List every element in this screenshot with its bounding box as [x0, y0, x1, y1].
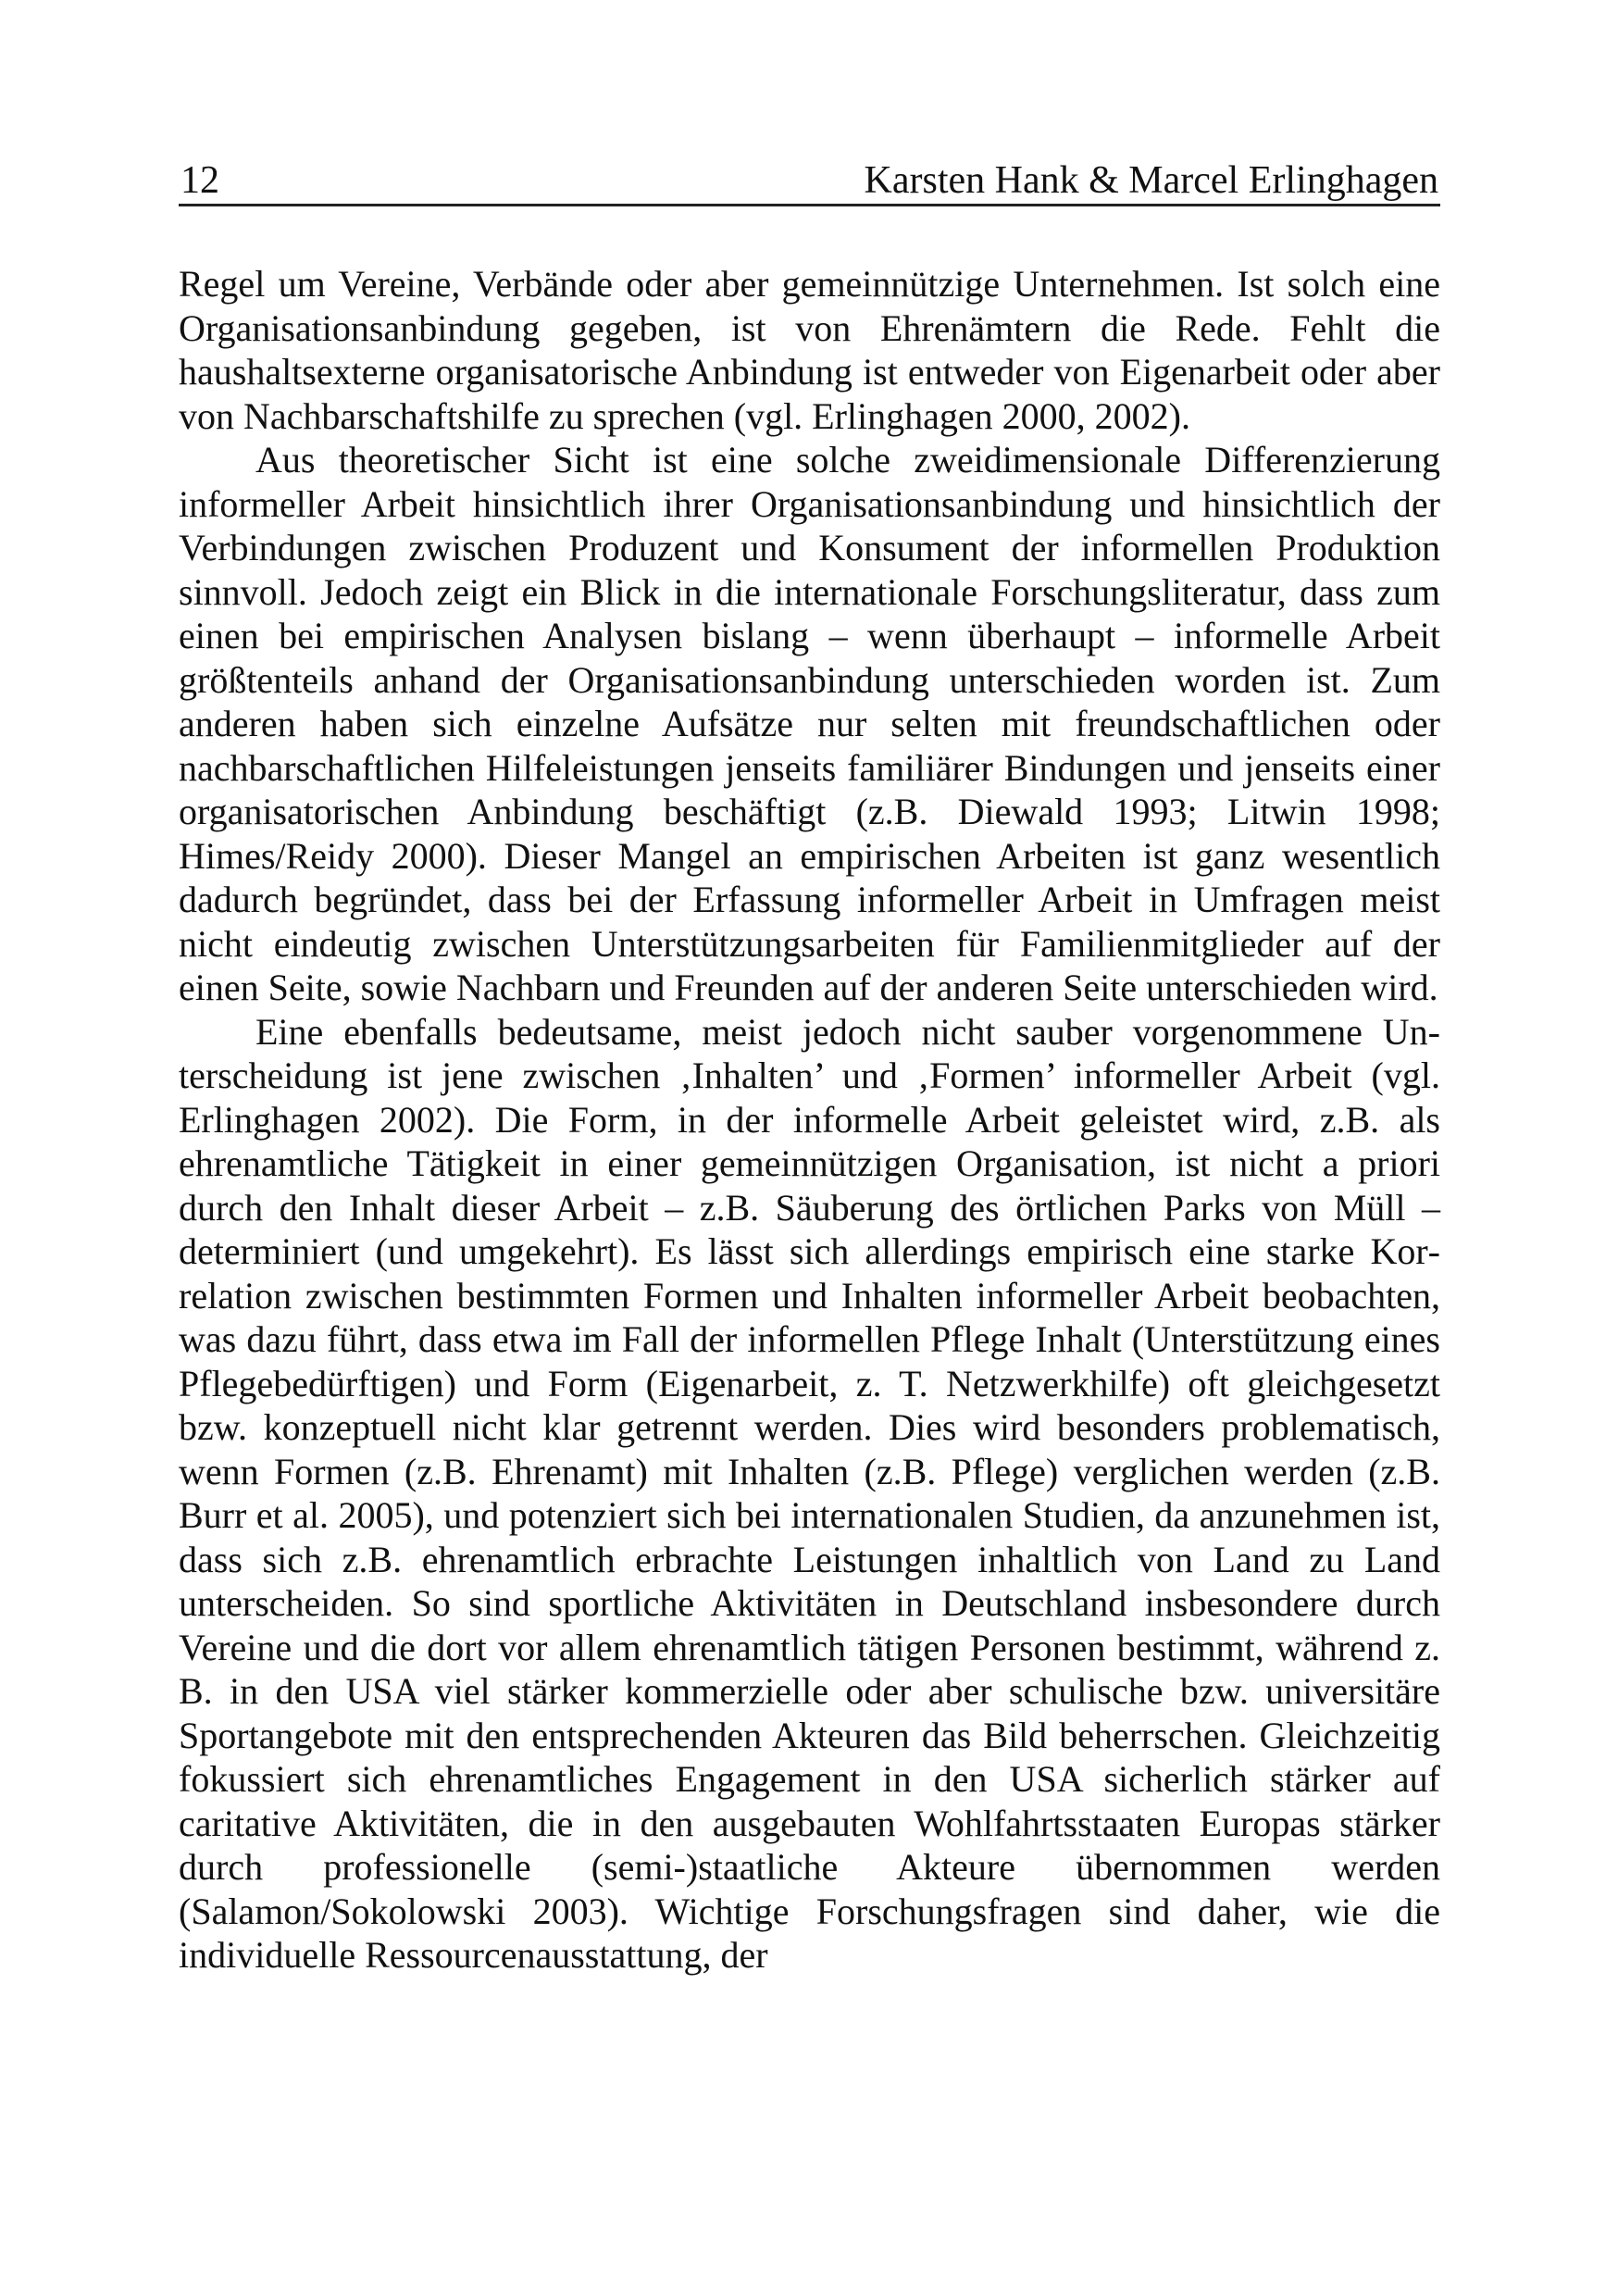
- paragraph: Aus theoretischer Sicht ist eine solche zweidimensionale Differenzierung informeller Arbeit hinsichtlich ihrer Organisationsanbindung und hinsichtlich der Verbindungen zwischen Produzent und Konsument der informellen Produktion sinnvoll. Jedoch zeigt ein Blick in die internationale Forschungsliteratur, dass zum einen bei empirischen Analysen bislang – wenn überhaupt – informelle Arbeit größtenteils anhand der Organisationsanbindung unterschieden worden ist. Zum anderen haben sich einzelne Aufsätze nur selten mit freundschaftlichen oder nachbarschaftlichen Hilfeleistungen jenseits familiärer Bindungen und jenseits einer organisatorischen Anbindung beschäftigt (z.B. Diewald 1993; Litwin 1998; Himes/Reidy 2000). Dieser Mangel an empirischen Arbeiten ist ganz wesentlich dadurch begründet, dass bei der Erfassung informeller Arbeit in Umfragen meist nicht eindeutig zwischen Unterstützungsarbeiten für Familienmitglieder auf der einen Seite, sowie Nachbarn und Freunden auf der anderen Seite unterschieden wird.: [179, 439, 1440, 1008]
- paragraph: Eine ebenfalls bedeutsame, meist jedoch nicht sauber vorgenommene Unterscheidung ist jene zwischen ‚Inhalten’ und ‚Formen’ informeller Arbeit (vgl. Erlinghagen 2002). Die Form, in der informelle Arbeit geleistet wird, z.B. als ehrenamtliche Tätigkeit in einer gemeinnützigen Organisation, ist nicht a priori durch den Inhalt dieser Arbeit – z.B. Säuberung des örtlichen Parks von Müll – determiniert (und umgekehrt). Es lässt sich allerdings empirisch eine starke Korrelation zwischen bestimmten Formen und Inhalten informeller Arbeit beobachten, was dazu führt, dass etwa im Fall der informellen Pflege Inhalt (Unterstützung eines Pflegebedürftigen) und Form (Eigenarbeit, z. T. Netzwerkhilfe) oft gleichgesetzt bzw. konzeptuell nicht klar getrennt werden. Dies wird besonders problematisch, wenn Formen (z.B. Ehrenamt) mit Inhalten (z.B. Pflege) verglichen werden (z.B. Burr et al. 2005), und potenziert sich bei internationalen Studien, da anzunehmen ist, dass sich z.B. ehrenamtlich erbrachte Leistungen inhaltlich von Land zu Land unterscheiden. So sind sportliche Aktivitäten in Deutschland insbesondere durch Vereine und die dort vor allem ehrenamtlich tätigen Personen bestimmt, während z. B. in den USA viel stärker kommerzielle oder aber schulische bzw. universitäre Sportangebote mit den entsprechenden Akteuren das Bild beherrschen. Gleichzeitig fokussiert sich ehrenamtliches Engagement in den USA sicherlich stärker auf caritative Aktivitäten, die in den ausgebauten Wohlfahrtsstaaten Europas stärker durch professionelle (semi-)staatliche Akteure übernommen werden (Salamon/Sokolowski 2003). Wichtige Forschungsfragen sind daher, wie die individuelle Ressourcenausstattung, der: [179, 1010, 1440, 1976]
- running-head: Karsten Hank & Marcel Erlinghagen: [864, 159, 1438, 202]
- page-number: 12: [180, 159, 219, 202]
- page-header: [179, 146, 1440, 206]
- paragraph-continued: Regel um Vereine, Verbände oder aber gemeinnützige Unternehmen. Ist solch eine Organisationsanbindung gegeben, ist von Ehrenämtern die Rede. Fehlt die haushaltsexterne organisatorische Anbindung ist entweder von Eigenarbeit oder aber von Nachbarschaftshilfe zu sprechen (vgl. Erlinghagen 2000, 2002).: [179, 263, 1440, 437]
- body-text: [179, 262, 1440, 1978]
